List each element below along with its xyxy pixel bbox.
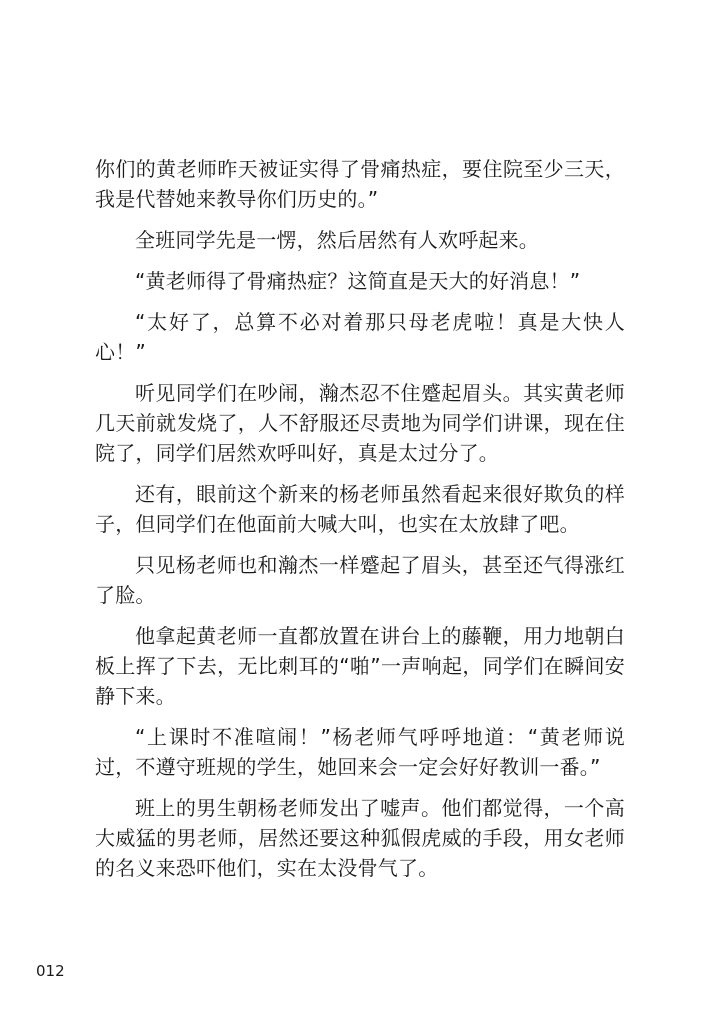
paragraph: 还有，眼前这个新来的杨老师虽然看起来很好欺负的样子，但同学们在他面前大喊大叫，也实在太放肆了吧。 [95, 482, 625, 536]
paragraph: 班上的男生朝杨老师发出了嘘声。他们都觉得，一个高大威猛的男老师，居然还要这种狐假虎威的手段，用女老师的名义来恐吓他们，实在太没骨气了。 [95, 796, 625, 880]
paragraph: 你们的黄老师昨天被证实得了骨痛热症，要住院至少三天，我是代替她来教导你们历史的。” [95, 157, 625, 211]
paragraph: 全班同学先是一愣，然后居然有人欢呼起来。 [135, 228, 539, 252]
page-number: 012 [36, 962, 65, 980]
paragraph: 只见杨老师也和瀚杰一样蹙起了眉头，甚至还气得涨红了脸。 [95, 553, 625, 607]
paragraph: “黄老师得了骨痛热症？这简直是天大的好消息！” [135, 269, 581, 293]
body-text [95, 154, 625, 894]
paragraph: “上课时不准喧闹！”杨老师气呼呼地道：“黄老师说过，不遵守班规的学生，她回来会一定会好好教训一番。” [95, 725, 625, 779]
paragraph: “太好了，总算不必对着那只母老虎啦！真是大快人心！” [95, 310, 625, 364]
paragraph: 他拿起黄老师一直都放置在讲台上的藤鞭，用力地朝白板上挥了下去，无比刺耳的“啪”一声响起，同学们在瞬间安静下来。 [95, 624, 625, 708]
paragraph: 听见同学们在吵闹，瀚杰忍不住蹙起眉头。其实黄老师几天前就发烧了，人不舒服还尽责地为同学们讲课，现在住院了，同学们居然欢呼叫好，真是太过分了。 [95, 381, 625, 465]
